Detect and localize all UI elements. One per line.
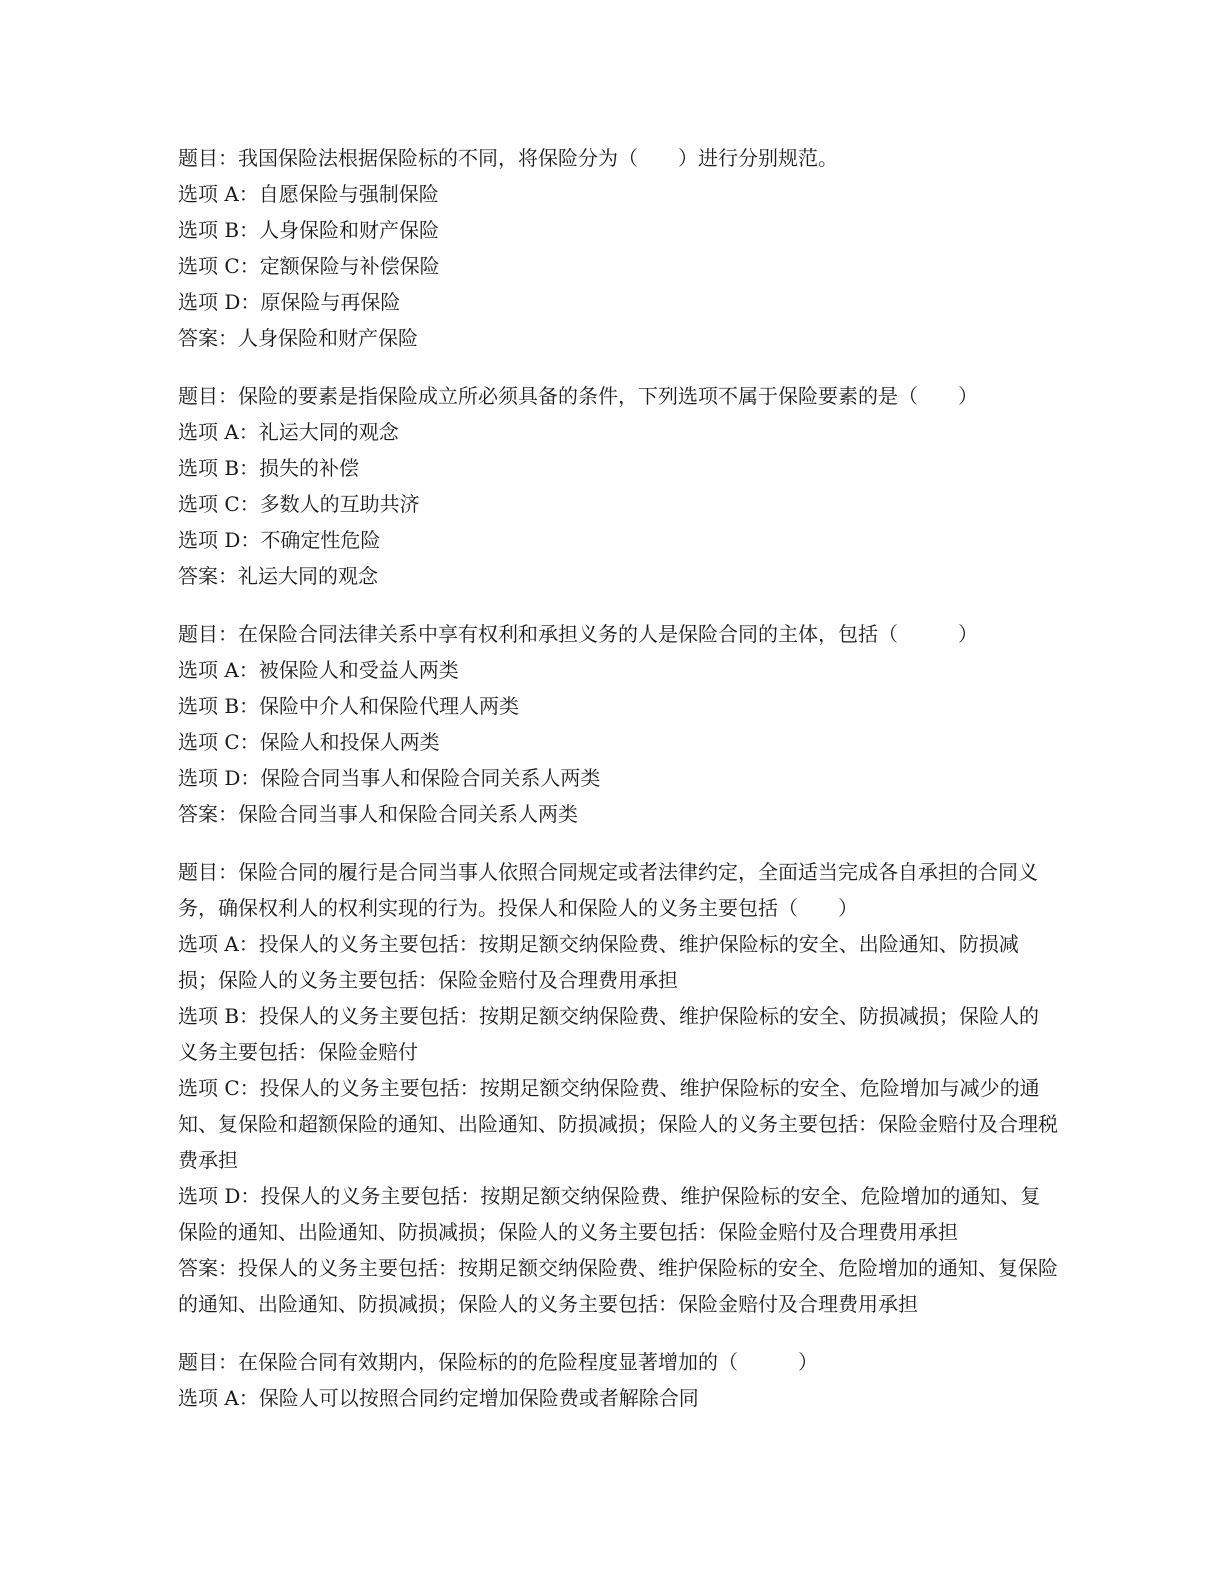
answer: 答案：人身保险和财产保险 xyxy=(178,326,418,350)
option-c: 选项 C：保险人和投保人两类 xyxy=(178,730,440,754)
option-a: 选项 A：礼运大同的观念 xyxy=(178,420,399,444)
answer: 答案：投保人的义务主要包括：按期足额交纳保险费、维护保险标的安全、危险增加的通知、复保险的通知、出险通知、防损减损；保险人的义务主要包括：保险金赔付及合理费用承担 xyxy=(178,1256,1058,1316)
option-b: 选项 B：保险中介人和保险代理人两类 xyxy=(178,694,520,718)
option-a: 选项 A：保险人可以按照合同约定增加保险费或者解除合同 xyxy=(178,1386,699,1410)
option-c: 选项 C：定额保险与补偿保险 xyxy=(178,254,440,278)
question-block-2 xyxy=(178,378,1058,594)
option-d: 选项 D：保险合同当事人和保险合同关系人两类 xyxy=(178,766,601,790)
option-a: 选项 A：投保人的义务主要包括：按期足额交纳保险费、维护保险标的安全、出险通知、防损减损；保险人的义务主要包括：保险金赔付及合理费用承担 xyxy=(178,932,1019,992)
option-a: 选项 A：被保险人和受益人两类 xyxy=(178,658,459,682)
answer: 答案：礼运大同的观念 xyxy=(178,564,378,588)
document-page xyxy=(178,140,1058,1438)
question-stem: 题目：保险的要素是指保险成立所必须具备的条件，下列选项不属于保险要素的是（ ） xyxy=(178,384,978,408)
question-block-3 xyxy=(178,616,1058,832)
question-block-5 xyxy=(178,1344,1058,1416)
option-d: 选项 D：原保险与再保险 xyxy=(178,290,401,314)
option-c: 选项 C：多数人的互助共济 xyxy=(178,492,420,516)
question-stem: 题目：在保险合同法律关系中享有权利和承担义务的人是保险合同的主体，包括（ ） xyxy=(178,622,978,646)
option-d: 选项 D：投保人的义务主要包括：按期足额交纳保险费、维护保险标的安全、危险增加的通知、复保险的通知、出险通知、防损减损；保险人的义务主要包括：保险金赔付及合理费用承担 xyxy=(178,1184,1041,1244)
option-a: 选项 A：自愿保险与强制保险 xyxy=(178,182,439,206)
question-block-4 xyxy=(178,854,1058,1322)
option-b: 选项 B：损失的补偿 xyxy=(178,456,360,480)
answer: 答案：保险合同当事人和保险合同关系人两类 xyxy=(178,802,578,826)
option-c: 选项 C：投保人的义务主要包括：按期足额交纳保险费、维护保险标的安全、危险增加与减少的通知、复保险和超额保险的通知、出险通知、防损减损；保险人的义务主要包括：保险金赔付及合理税费承担 xyxy=(178,1076,1058,1172)
option-b: 选项 B：人身保险和财产保险 xyxy=(178,218,440,242)
question-block-1 xyxy=(178,140,1058,356)
option-b: 选项 B：投保人的义务主要包括：按期足额交纳保险费、维护保险标的安全、防损减损；保险人的义务主要包括：保险金赔付 xyxy=(178,1004,1040,1064)
option-d: 选项 D：不确定性危险 xyxy=(178,528,381,552)
question-stem: 题目：保险合同的履行是合同当事人依照合同规定或者法律约定，全面适当完成各自承担的合同义务，确保权利人的权利实现的行为。投保人和保险人的义务主要包括（ ） xyxy=(178,860,1038,920)
question-stem: 题目：我国保险法根据保险标的不同，将保险分为（ ）进行分别规范。 xyxy=(178,146,838,170)
question-stem: 题目：在保险合同有效期内，保险标的的危险程度显著增加的（ ） xyxy=(178,1350,818,1374)
